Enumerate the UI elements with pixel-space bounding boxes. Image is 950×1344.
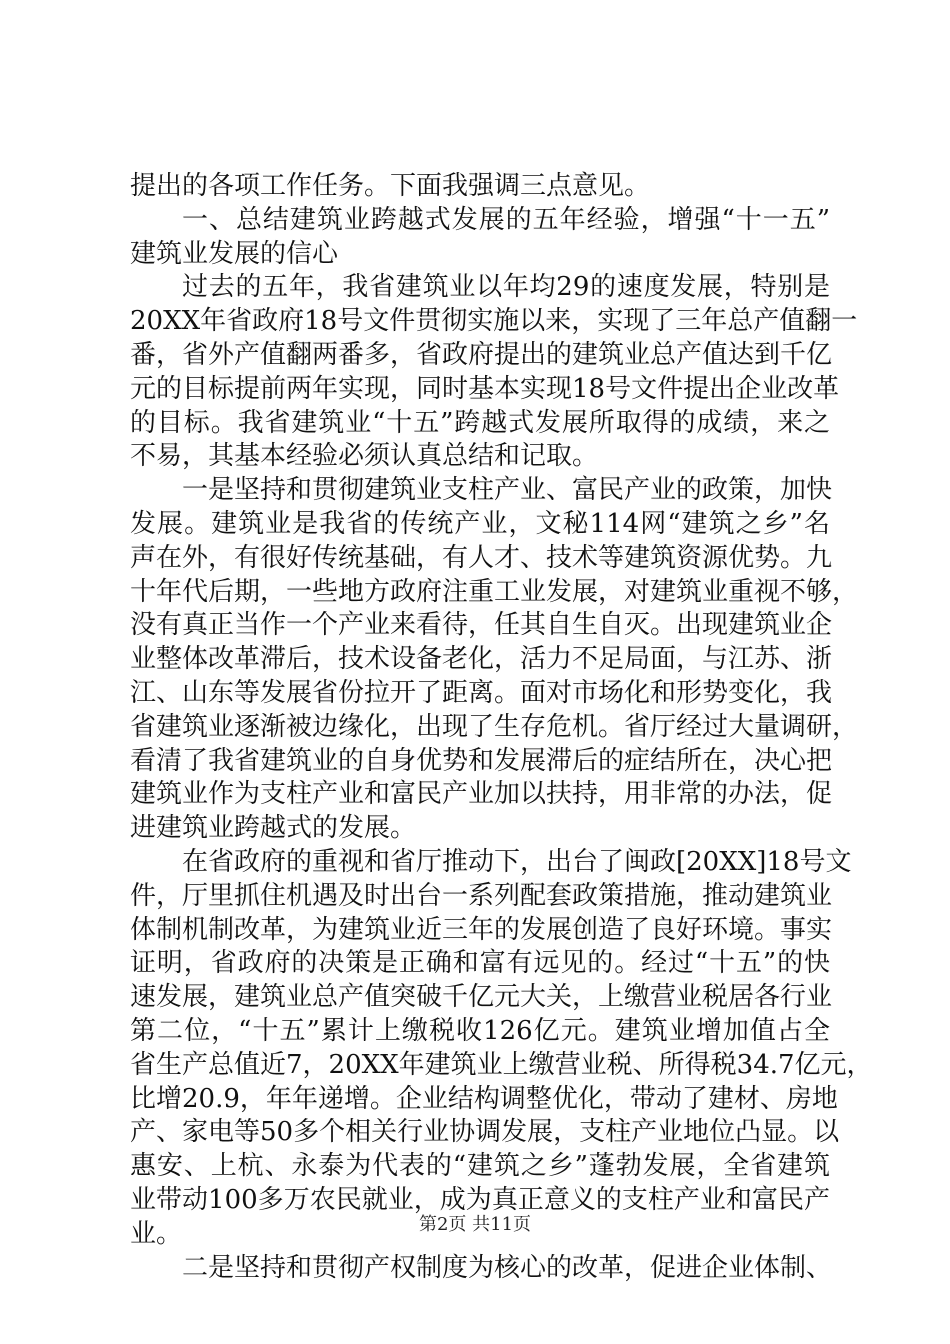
text-line: 没有真正当作一个产业来看待，任其自生自灭。出现建筑业企: [130, 610, 833, 641]
text-line: 省生产总值近7，20XX年建筑业上缴营业税、所得税34.7亿元，: [130, 1049, 873, 1080]
text-line: 第二位，“十五”累计上缴税收126亿元。建筑业增加值占全: [130, 1015, 830, 1046]
text-line: 业整体改革滞后，技术设备老化，活力不足局面，与江苏、浙: [130, 644, 833, 675]
text-line: 进建筑业跨越式的发展。: [130, 813, 417, 844]
text-line: 20XX年省政府18号文件贯彻实施以来，实现了三年总产值翻一: [130, 306, 858, 337]
text-line: 在省政府的重视和省厅推动下，出台了闽政[20XX]18号文: [182, 846, 852, 877]
text-line: 不易，其基本经验必须认真总结和记取。: [130, 441, 599, 472]
text-line: 证明，省政府的决策是正确和富有远见的。经过“十五”的快: [130, 948, 830, 979]
text-line: 一是坚持和贯彻建筑业支柱产业、富民产业的政策，加快: [182, 475, 833, 506]
page-footer: 第2页 共11页: [418, 1214, 532, 1235]
text-line: 发展。建筑业是我省的传统产业，文秘114网“建筑之乡”名: [130, 508, 830, 539]
text-line: 业带动100多万农民就业，成为真正意义的支柱产业和富民产: [130, 1184, 830, 1215]
text-line: 一、总结建筑业跨越式发展的五年经验，增强“十一五”: [182, 204, 830, 235]
text-line: 产、家电等50多个相关行业协调发展，支柱产业地位凸显。以: [130, 1117, 840, 1148]
document-body: [130, 170, 873, 1285]
text-line: 的目标。我省建筑业“十五”跨越式发展所取得的成绩，来之: [130, 407, 830, 438]
text-line: 速发展，建筑业总产值突破千亿元大关，上缴营业税居各行业: [130, 982, 833, 1013]
text-line: 番，省外产值翻两番多，省政府提出的建筑业总产值达到千亿: [130, 339, 833, 370]
text-line: 二是坚持和贯彻产权制度为核心的改革，促进企业体制、: [182, 1252, 833, 1283]
text-line: 江、山东等发展省份拉开了距离。面对市场化和形势变化，我: [130, 677, 833, 708]
text-line: 提出的各项工作任务。下面我强调三点意见。: [130, 171, 651, 201]
text-line: 件，厅里抓住机遇及时出台一系列配套政策措施，推动建筑业: [130, 880, 833, 911]
text-line: 惠安、上杭、永泰为代表的“建筑之乡”蓬勃发展，全省建筑: [130, 1151, 830, 1182]
text-line: 看清了我省建筑业的自身优势和发展滞后的症结所在，决心把: [130, 745, 833, 776]
text-line: 业。: [130, 1218, 183, 1249]
text-line: 省建筑业逐渐被边缘化，出现了生存危机。省厅经过大量调研，: [130, 711, 859, 742]
text-line: 体制机制改革，为建筑业近三年的发展创造了良好环境。事实: [130, 914, 833, 945]
text-line: 十年代后期，一些地方政府注重工业发展，对建筑业重视不够，: [130, 576, 859, 607]
text-line: 建筑业发展的信心: [130, 238, 339, 269]
text-line: 声在外，有很好传统基础，有人才、技术等建筑资源优势。九: [130, 542, 833, 573]
text-line: 建筑业作为支柱产业和富民产业加以扶持，用非常的办法，促: [130, 779, 833, 810]
text-line: 过去的五年，我省建筑业以年均29的速度发展，特别是: [182, 272, 830, 303]
text-line: 元的目标提前两年实现，同时基本实现18号文件提出企业改革: [130, 373, 840, 404]
text-line: 比增20.9，年年递增。企业结构调整优化，带动了建材、房地: [130, 1083, 838, 1114]
